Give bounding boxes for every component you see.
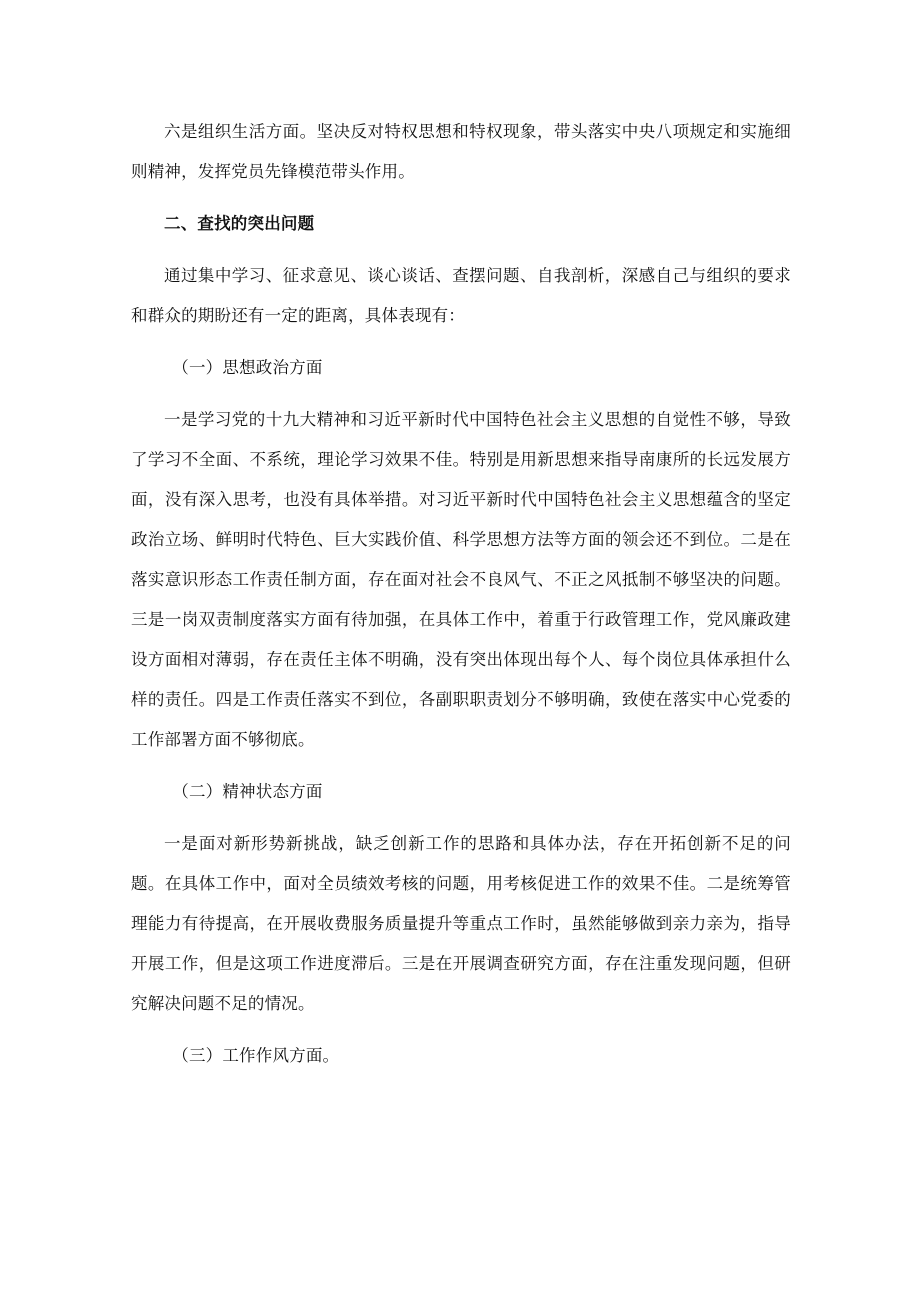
subsection-heading-spirit: （二）精神状态方面 — [172, 782, 323, 801]
paragraph-organization-life: 六是组织生活方面。坚决反对特权思想和特权现象，带头落实中央八项规定和实施细则精神，发挥党员先锋模范带头作用。 — [131, 122, 791, 181]
paragraph-political: 一是学习党的十九大精神和习近平新时代中国特色社会主义思想的自觉性不够，导致了学习不全面、不系统，理论学习效果不佳。特别是用新思想来指导南康所的长远发展方面，没有深入思考，也没有具体举措。对习近平新时代中国特色社会主义思想蕴含的坚定政治立场、鲜明时代特色、巨大实践价值、科学思想方法等方面的领会还不到位。二是在落实意识形态工作责任制方面，存在面对社会不良风气、不正之风抵制不够坚决的问题。三是一岗双责制度落实方面有待加强，在具体工作中，着重于行政管理工作，党风廉政建设方面相对薄弱，存在责任主体不明确，没有突出体现出每个人、每个岗位具体承担什么样的责任。四是工作责任落实不到位，各副职职责划分不够明确，致使在落实中心党委的工作部署方面不够彻底。 — [131, 410, 791, 749]
paragraph-intro: 通过集中学习、征求意见、谈心谈话、查摆问题、自我剖析，深感自己与组织的要求和群众的期盼还有一定的距离，具体表现有： — [131, 266, 791, 325]
section-heading-problems: 二、查找的突出问题 — [164, 214, 315, 233]
document-body — [131, 112, 791, 1088]
paragraph-spirit: 一是面对新形势新挑战，缺乏创新工作的思路和具体办法，存在开拓创新不足的问题。在具体工作中，面对全员绩效考核的问题，用考核促进工作的效果不佳。二是统筹管理能力有待提高，在开展收费服务质量提升等重点工作时，虽然能够做到亲力亲为，指导开展工作，但是这项工作进度滞后。三是在开展调查研究方面，存在注重发现问题，但研究解决问题不足的情况。 — [131, 834, 791, 1013]
subsection-heading-work-style: （三）工作作风方面。 — [172, 1046, 340, 1065]
subsection-heading-political: （一）思想政治方面 — [172, 358, 323, 377]
